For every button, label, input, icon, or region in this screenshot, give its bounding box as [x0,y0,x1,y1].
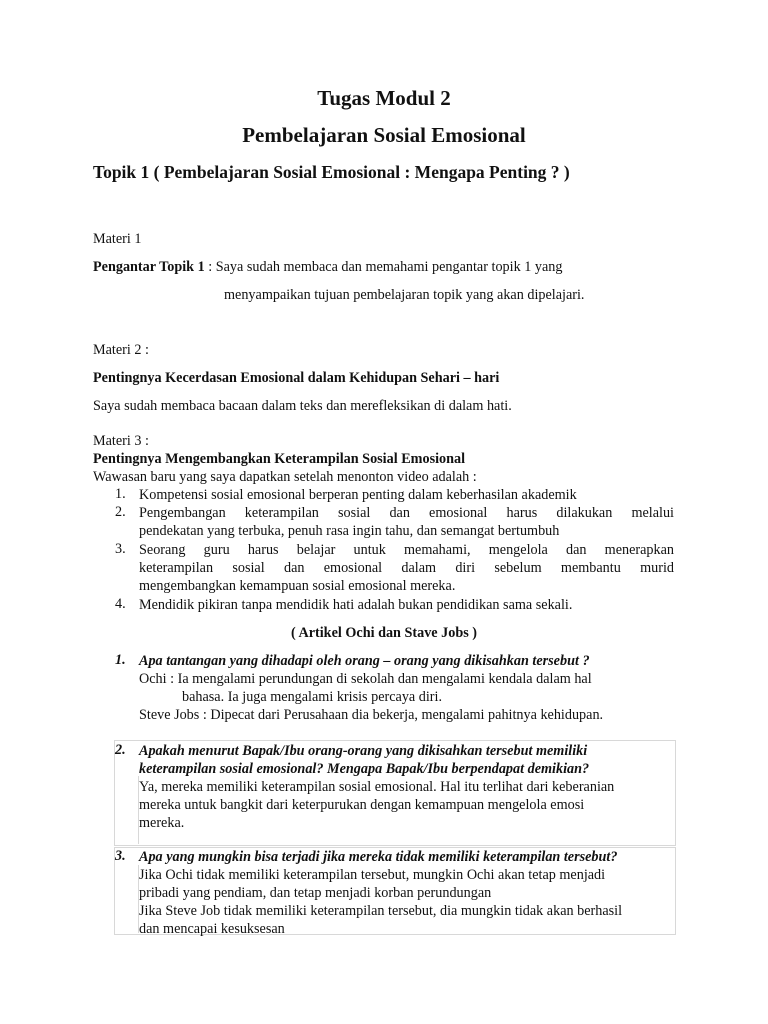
list-item-text: Kompetensi sosial emosional berperan penting dalam keberhasilan akademik [139,487,577,503]
materi3-intro: Wawasan baru yang saya dapatkan setelah menonton video adalah : [93,469,477,485]
list-item-text: Seorang guru harus belajar untuk memahami, mengelola dan menerapkan [139,542,674,558]
document-subtitle: Pembelajaran Sosial Emosional [242,123,526,147]
materi3-heading: Pentingnya Mengembangkan Keterampilan Sosial Emosional [93,451,466,467]
materi1-intro-label: Pengantar Topik 1 [93,259,205,275]
question-2-line: keterampilan sosial emosional? Mengapa Bapak/Ibu berpendapat demikian? [139,761,590,777]
materi2-heading: Pentingnya Kecerdasan Emosional dalam Kehidupan Sehari – hari [93,370,500,386]
answer-1-line: Steve Jobs : Dipecat dari Perusahaan dia bekerja, mengalami pahitnya kehidupan. [139,707,604,723]
article-heading: ( Artikel Ochi dan Stave Jobs ) [290,625,478,641]
answer-1-line: Ochi : Ia mengalami perundungan di sekolah dan mengalami kendala dalam hal [139,671,592,687]
list-item-number: 1. [115,486,126,502]
question-2-line: Apakah menurut Bapak/Ibu orang-orang yang dikisahkan tersebut memiliki [139,743,588,759]
question-1: Apa tantangan yang dihadapi oleh orang – orang yang dikisahkan tersebut ? [139,653,590,669]
list-item-number: 2. [115,504,126,520]
materi1-intro-text-2: menyampaikan tujuan pembelajaran topik yang akan dipelajari. [224,287,585,303]
question-number: 2. [115,742,126,758]
answer-2-line: mereka. [139,815,185,831]
answer-2-line: Ya, mereka memiliki keterampilan sosial emosional. Hal itu terlihat dari keberanian [139,779,615,795]
materi1-intro-text-1: : Saya sudah membaca dan memahami pengantar topik 1 yang [204,259,563,275]
materi2-text: Saya sudah membaca bacaan dalam teks dan merefleksikan di dalam hati. [93,398,512,414]
materi2-label: Materi 2 : [93,342,149,358]
answer-3-line: Jika Ochi tidak memiliki keterampilan tersebut, mungkin Ochi akan tetap menjadi [139,867,606,883]
list-item-text: Mendidik pikiran tanpa mendidik hati adalah bukan pendidikan sama sekali. [139,597,573,613]
topic-heading: Topik 1 ( Pembelajaran Sosial Emosional : Mengapa Penting ? ) [93,162,570,182]
answer-2-line: mereka untuk bangkit dari keterpurukan dengan kemampuan mengelola emosi [139,797,585,813]
materi3-label: Materi 3 : [93,433,149,449]
list-item-number: 3. [115,541,126,557]
list-item-number: 4. [115,596,126,612]
question-3: Apa yang mungkin bisa terjadi jika mereka tidak memiliki keterampilan tersebut? [139,849,618,865]
materi1-label: Materi 1 [93,231,142,247]
answer-3-line: pribadi yang pendiam, dan tetap menjadi korban perundungan [139,885,492,901]
list-item-text: pendekatan yang terbuka, penuh rasa ingin tahu, dan semangat bertumbuh [139,523,560,539]
list-item-text: keterampilan sosial dan emosional dalam diri sebelum membantu murid [139,560,674,576]
question-number: 1. [115,652,126,668]
answer-1-line: bahasa. Ia juga mengalami krisis percaya diri. [182,689,443,705]
list-item-text: mengembangkan kemampuan sosial emosional mereka. [139,578,456,594]
list-item-text: Pengembangan keterampilan sosial dan emosional harus dilakukan melalui [139,505,674,521]
answer-3-line: Jika Steve Job tidak memiliki keterampilan tersebut, dia mungkin tidak akan berhasil [139,903,623,919]
document-title: Tugas Modul 2 [317,86,451,110]
answer-3-line: dan mencapai kesuksesan [139,921,285,937]
materi1-intro [93,258,562,276]
question-number: 3. [115,848,126,864]
